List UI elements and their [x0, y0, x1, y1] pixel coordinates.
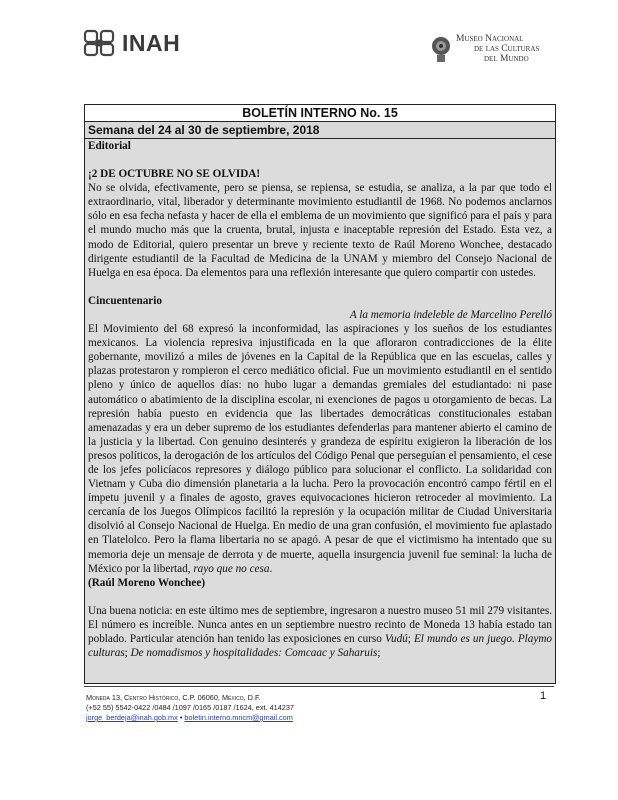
footer-divider — [84, 686, 554, 687]
footer-phones: (+52 55) 5542-0422 /0484 /1097 /0165 /0187 /1624, ext. 414237 — [86, 703, 294, 712]
footer-address: Moneda 13, Centro Histórico, C.P. 06060, México, D.F. — [86, 693, 261, 702]
footer — [86, 693, 294, 723]
inah-logo-text: INAH — [122, 29, 181, 56]
article-paragraph: El Movimiento del 68 expresó la inconformidad, las aspiraciones y los sueños de los estudiantes mexicanos. La violencia represiva injustificada en la que afloraron contradicciones de la élite gobernante, movilizó a miles de jóvenes en la Capital de la República que en las escuelas, calles y plazas protestaron y rompieron el cerco mediático oficial. Fue un movimiento estudiantil en el sentido pleno y único de aquellos días: no hubo lugar a demandas gremiales del estudiantado: ni pase automático o abatimiento de la disciplina escolar, ni exenciones de pagos u otorgamiento de becas. La represión había puesto en evidencia que las libertades democráticas constitucionales estaban amenazadas y era un deber supremo de los estudiantes defenderlas para mantener abierto el camino de la justicia y la libertad. Con genuino desinterés y grandeza de espíritu exigieron la liberación de los presos políticos, la derogación de los artículos del Código Penal que perseguían el pensamiento, el cese de los jefes policíacos represores y diálogo público para solucionar el conflicto. La solidaridad con Vietnam y Cuba dio dimensión planetaria a la lucha. Pero la provocación encontró campo fértil en el ímpetu juvenil y a finales de agosto, graves equivocaciones hicieron retroceder al movimiento. La cercanía de los Juegos Olímpicos facilitó la represión y la ocupación militar de Ciudad Universitaria disolvió al Consejo Nacional de Huelga. En medio de una gran confusión, el movimiento fue aplastado en Tlatelolco. Pero la flama libertaria no se apagó. A pesar de que el victimismo ha intentado que su memoria deje un mensaje de derrota y de muerte, aquella insurgencia juvenil fue seminal: la lucha de México por la libertad, rayo que no cesa. — [88, 323, 552, 575]
news-paragraph: Una buena noticia: en este último mes de septiembre, ingresaron a nuestro museo 51 mil 279 visitantes. El número es increíble. Nunca antes en un septiembre nuestro recinto de Moneda 13 había estado tan poblado. Particular atención han tenido las exposiciones en curso Vudú; El mundo es un juego. Playmo culturas; De nomadismos y hospitalidades: Comcaac y Saharuis; — [88, 604, 553, 660]
section-label: Editorial — [88, 140, 131, 152]
bulletin-title: BOLETÍN INTERNO No. 15 — [85, 105, 555, 122]
headline: ¡2 DE OCTUBRE NO SE OLVIDA! — [88, 168, 261, 181]
page-number: 1 — [540, 690, 547, 702]
footer-emails: jorge_berdeja@inah.gob.mx • boletin.interno.mncm@gmail.com — [86, 713, 293, 722]
museo-logo-text: Museo Nacional de las Culturas del Mundo — [456, 34, 540, 64]
bulletin-week: Semana del 24 al 30 de septiembre, 2018 — [85, 122, 555, 139]
museo-logo — [430, 34, 539, 64]
author: (Raúl Moreno Wonchee) — [88, 576, 206, 589]
editorial-paragraph: No se olvida, efectivamente, pero se piensa, se repiensa, se estudia, se analiza, a la par que todo el extraordinario, vital, liberador y determinante movimiento estudiantil de 1968. No podemos anclarnos sólo en esa fecha nefasta y hacer de ella el emblema de un movimiento que significó para el país y para el mundo mucho más que la cruenta, brutal, injusta e inaceptable represión del Estado. Esta vez, a modo de Editorial, quiero presentar un breve y reciente texto de Raúl Moreno Wonchee, destacado dirigente estudiantil de la Facultad de Medicina de la UNAM y miembro del Consejo Nacional de Huelga en esa época. Da elementos para una reflexión interesante que quiero compartir con ustedes. — [88, 182, 552, 279]
subheading: Cincuentenario — [88, 294, 162, 307]
bulletin-box — [84, 104, 556, 684]
inah-logo — [82, 28, 180, 58]
dedication: A la memoria indeleble de Marcelino Perelló — [349, 308, 552, 321]
email-link-2[interactable]: boletin.interno.mncm@gmail.com — [184, 713, 293, 722]
email-link-1[interactable]: jorge_berdeja@inah.gob.mx — [86, 713, 178, 722]
inah-emblem-icon — [82, 28, 116, 58]
museo-emblem-icon — [430, 34, 452, 64]
bulletin-content — [85, 139, 555, 684]
